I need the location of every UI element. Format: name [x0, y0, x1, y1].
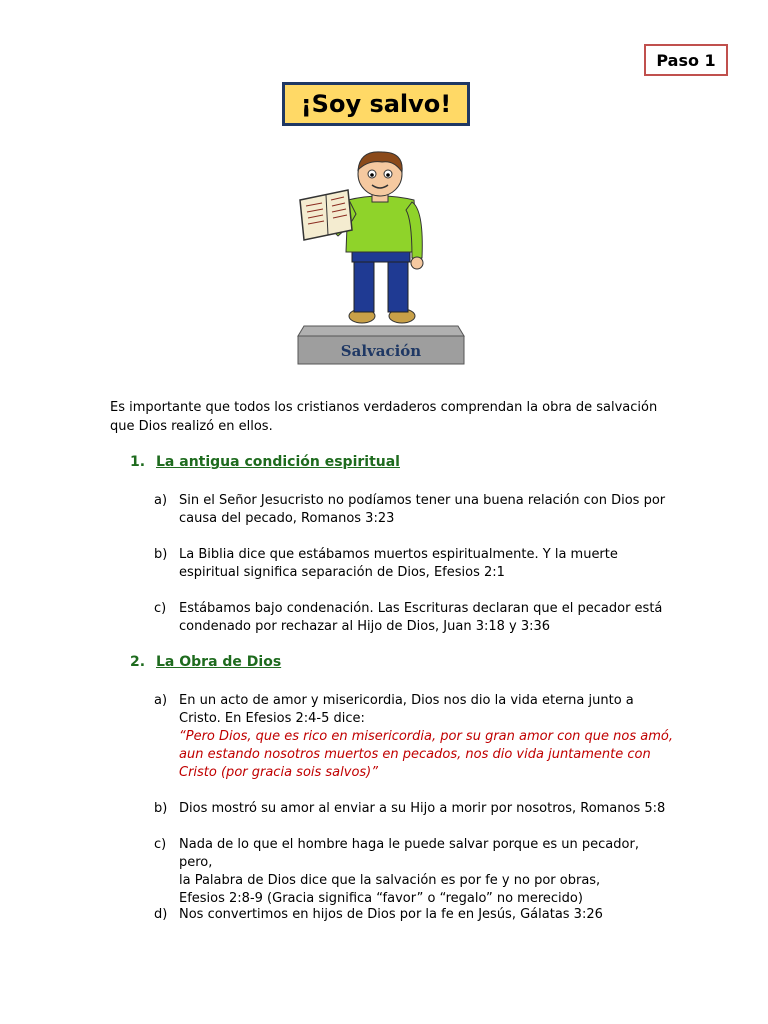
section-number: 2. [130, 654, 146, 670]
item-text-line: la Palabra de Dios dice que la salvación es por fe y no por obras, [179, 873, 601, 888]
list-item [154, 492, 674, 528]
item-text-line: Efesios 2:8-9 (Gracia significa “favor” o “regalo” no merecido) [179, 891, 583, 906]
item-letter: a) [154, 693, 168, 708]
section-heading-2 [130, 654, 281, 670]
item-letter: a) [154, 493, 168, 508]
boy-with-bible-illustration [290, 150, 472, 372]
item-letter: c) [154, 837, 167, 852]
item-text: Nos convertimos en hijos de Dios por la fe en Jesús, Gálatas 3:26 [179, 907, 603, 922]
section-title: La Obra de Dios [156, 654, 282, 670]
item-letter: b) [154, 547, 168, 562]
pedestal-label: Salvación [340, 342, 422, 360]
item-text: Estábamos bajo condenación. Las Escrituras declaran que el pecador está condenado por rechazar al Hijo de Dios, Juan 3:18 y 3:36 [179, 601, 663, 634]
item-text: En un acto de amor y misericordia, Dios nos dio la vida eterna junto a Cristo. En Efesios 2:4-5 dice: [179, 693, 634, 726]
list-item [154, 546, 674, 582]
list-item [154, 600, 674, 636]
item-letter: d) [154, 907, 168, 922]
list-item [154, 800, 674, 818]
item-text: La Biblia dice que estábamos muertos espiritualmente. Y la muerte espiritual significa separación de Dios, Efesios 2:1 [179, 547, 618, 580]
right-leg [388, 255, 408, 312]
step-label: Paso 1 [644, 44, 728, 76]
list-item [154, 692, 674, 782]
item-text: Sin el Señor Jesucristo no podíamos tener una buena relación con Dios por causa del pecado, Romanos 3:23 [179, 493, 666, 526]
item-letter: c) [154, 601, 167, 616]
item-text-line: Nada de lo que el hombre haga le puede salvar porque es un pecador, pero, [179, 837, 639, 870]
list-item [154, 906, 674, 924]
pedestal-top [298, 326, 464, 336]
page-title: ¡Soy salvo! [282, 82, 470, 126]
intro-paragraph: Es importante que todos los cristianos verdaderos comprendan la obra de salvación que Dios realizó en ellos. [110, 400, 658, 434]
item-text: Dios mostró su amor al enviar a su Hijo a morir por nosotros, Romanos 5:8 [179, 801, 666, 816]
section-title: La antigua condición espiritual [156, 454, 400, 470]
section-number: 1. [130, 454, 146, 470]
list-item [154, 836, 674, 908]
green-shirt [346, 196, 418, 252]
item-letter: b) [154, 801, 168, 816]
left-leg [354, 255, 374, 312]
bible-quote: “Pero Dios, que es rico en misericordia, por su gran amor con que nos amó, aun estando nosotros muertos en pecados, nos dio vida juntamente con Cristo (por gracia sois salvos)” [179, 729, 673, 780]
right-hand [411, 257, 423, 269]
section-heading-1 [130, 454, 400, 470]
